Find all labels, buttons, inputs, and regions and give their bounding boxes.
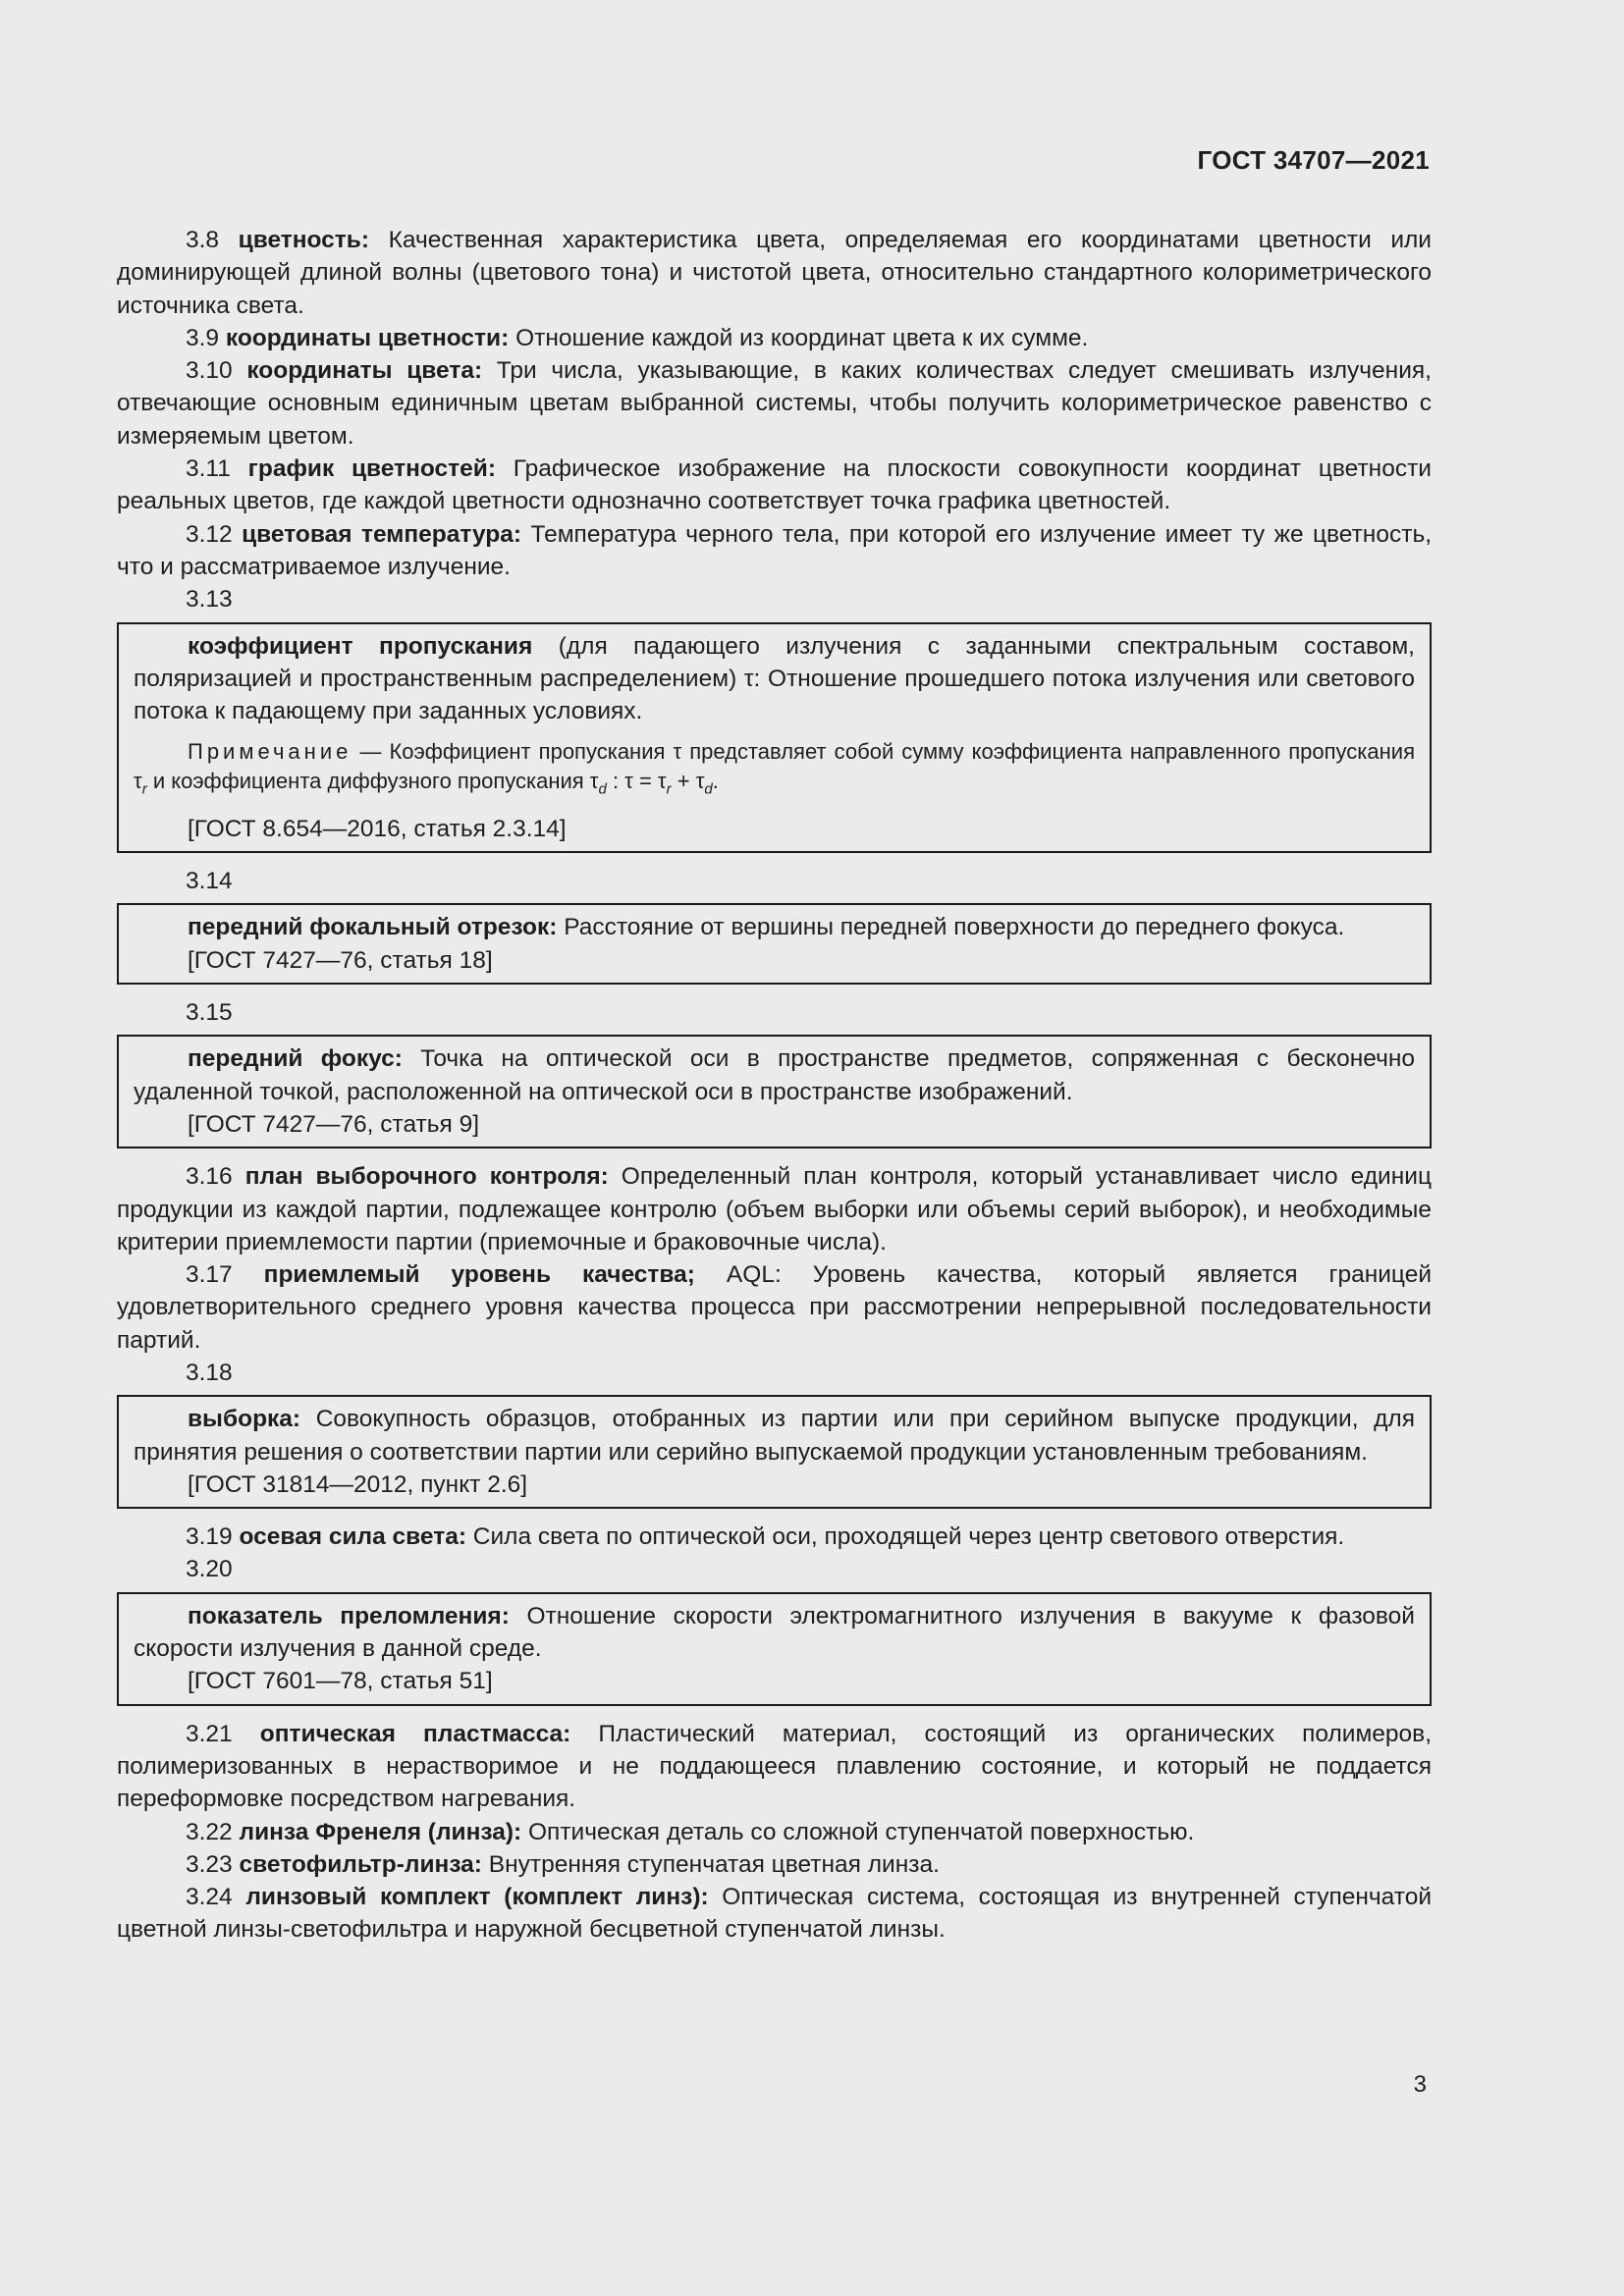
term-definition: Внутренняя ступенчатая цветная линза. bbox=[481, 1850, 940, 1878]
term-definition: Сила света по оптической оси, проходящей через центр светового отверстия. bbox=[466, 1523, 1345, 1551]
clause-3-10 bbox=[117, 354, 1432, 453]
term-definition: Три числа, указывающие, в каких количествах следует смешивать излучения, отвечающие основным единичным цветам выбранной системы, чтобы получить колориметрическое равенство с измеряемым цветом. bbox=[117, 357, 1432, 450]
definition-box-3-20 bbox=[117, 1592, 1432, 1706]
term-definition: Качественная характеристика цвета, определяемая его координатами цветности или доминирующей длиной волны (цветового тона) и чистотой цвета, относительно стандартного колориметрического источника света. bbox=[117, 227, 1432, 319]
box-definition bbox=[134, 630, 1415, 728]
note-text: — Коэффициент пропускания τ представляет собой сумму коэффициента направленного пропускания τ bbox=[134, 739, 1415, 794]
clause-number: 3.12 bbox=[186, 520, 243, 548]
clause-number-3-20: 3.20 bbox=[186, 1556, 233, 1583]
clause-3-24 bbox=[117, 1881, 1432, 1947]
subscript: d bbox=[598, 780, 607, 798]
term-name: линзовый комплект (комплект линз): bbox=[245, 1884, 709, 1911]
source-reference: [ГОСТ 8.654—2016, статья 2.3.14] bbox=[188, 815, 567, 842]
term-definition: Отношение каждой из координат цвета к их сумме. bbox=[509, 324, 1089, 351]
definition-box-3-14 bbox=[117, 903, 1432, 985]
term-name: коэффициент пропускания bbox=[188, 632, 533, 660]
clause-number: 3.23 bbox=[186, 1850, 240, 1878]
subscript: r bbox=[141, 780, 147, 798]
clause-number: 3.11 bbox=[186, 455, 248, 483]
subscript: r bbox=[666, 780, 672, 798]
standard-designation: ГОСТ 34707—2021 bbox=[1197, 145, 1430, 175]
term-name: цветовая температура: bbox=[242, 520, 522, 548]
definition-box-3-13 bbox=[117, 622, 1432, 854]
term-name: оптическая пластмасса: bbox=[259, 1720, 571, 1747]
clause-number: 3.17 bbox=[186, 1261, 264, 1289]
clause-number-3-18: 3.18 bbox=[186, 1360, 233, 1386]
clause-number: 3.21 bbox=[186, 1720, 260, 1747]
source-reference: [ГОСТ 7427—76, статья 9] bbox=[188, 1110, 480, 1138]
clause-3-9 bbox=[117, 322, 1432, 354]
box-definition bbox=[134, 1042, 1415, 1108]
clause-number: 3.9 bbox=[186, 324, 226, 351]
term-definition: Температура черного тела, при которой его излучение имеет ту же цветность, что и рассматриваемое излучение. bbox=[117, 520, 1433, 580]
term-name: выборка: bbox=[188, 1406, 301, 1433]
term-name: осевая сила света: bbox=[239, 1523, 466, 1551]
note-text: . bbox=[712, 769, 719, 794]
term-definition: Пластический материал, состоящий из органических полимеров, полимеризованных в нерастворимое и не поддающееся плавлению состояние, и который не поддается переформовке посредством нагревания. bbox=[117, 1720, 1432, 1813]
clause-number-3-13: 3.13 bbox=[186, 586, 233, 614]
term-name: приемлемый уровень качества; bbox=[263, 1261, 695, 1289]
term-definition: Точка на оптической оси в пространстве предметов, сопряженная с бесконечно удаленной точкой, расположенной на оптической оси в пространстве изображений. bbox=[134, 1045, 1416, 1105]
clause-3-16 bbox=[117, 1160, 1432, 1258]
clause-3-21 bbox=[117, 1718, 1432, 1816]
term-name: цветность: bbox=[238, 227, 370, 253]
clause-3-22 bbox=[117, 1816, 1432, 1848]
term-name: передний фокальный отрезок: bbox=[188, 914, 558, 941]
term-definition: Отношение скорости электромагнитного излучения в вакууме к фазовой скорости излучения в данной среде. bbox=[134, 1602, 1415, 1663]
term-definition: Оптическая система, состоящая из внутренней ступенчатой цветной линзы-светофильтра и наружной бесцветной ступенчатой линзы. bbox=[117, 1884, 1432, 1944]
term-definition: Оптическая деталь со сложной ступенчатой поверхностью. bbox=[521, 1818, 1195, 1845]
clause-number: 3.16 bbox=[186, 1163, 245, 1191]
note-text: + τ bbox=[671, 769, 705, 794]
clause-number: 3.10 bbox=[186, 357, 247, 385]
clause-3-19 bbox=[117, 1521, 1432, 1553]
clause-number: 3.19 bbox=[186, 1523, 240, 1551]
term-definition: (для падающего излучения с заданными спектральным составом, поляризацией и пространственным распределением) τ: Отношение прошедшего потока излучения или светового потока к падающему при заданных условиях. bbox=[134, 632, 1415, 725]
clause-3-12 bbox=[117, 518, 1432, 584]
term-name: светофильтр-линза: bbox=[239, 1850, 482, 1878]
clause-3-23 bbox=[117, 1848, 1432, 1881]
note bbox=[134, 737, 1415, 804]
clause-number: 3.8 bbox=[186, 227, 239, 253]
note-text: : τ = τ bbox=[606, 769, 667, 794]
terms-section bbox=[117, 224, 1432, 1947]
definition-box-3-15 bbox=[117, 1035, 1432, 1148]
term-name: показатель преломления: bbox=[188, 1602, 510, 1629]
term-definition: Расстояние от вершины передней поверхности до переднего фокуса. bbox=[557, 914, 1345, 941]
clause-3-17 bbox=[117, 1258, 1432, 1357]
term-name: линза Френеля (линза): bbox=[239, 1818, 522, 1845]
clause-3-11 bbox=[117, 453, 1432, 518]
page-number: 3 bbox=[1413, 2071, 1427, 2098]
clause-number-3-14: 3.14 bbox=[186, 868, 233, 895]
box-definition bbox=[134, 1403, 1415, 1468]
term-name: координаты цвета: bbox=[246, 357, 483, 385]
note-label: Примечание bbox=[188, 739, 352, 765]
note-text: и коэффициента диффузного пропускания τ bbox=[146, 769, 599, 794]
term-name: план выборочного контроля: bbox=[244, 1163, 609, 1191]
definition-box-3-18 bbox=[117, 1395, 1432, 1509]
term-definition: AQL: Уровень качества, который является границей удовлетворительного среднего уровня качества процесса при рассмотрении непрерывной последовательности партий. bbox=[117, 1261, 1433, 1354]
source-reference: [ГОСТ 7427—76, статья 18] bbox=[188, 946, 493, 974]
subscript: d bbox=[704, 780, 713, 798]
term-definition: Совокупность образцов, отобранных из партии или при серийном выпуске продукции, для принятия решения о соответствии партии или серийно выпускаемой продукции установленным требованиям. bbox=[134, 1406, 1415, 1466]
term-definition: Графическое изображение на плоскости совокупности координат цветности реальных цветов, где каждой цветности однозначно соответствует точка графика цветностей. bbox=[117, 455, 1432, 515]
term-definition: Определенный план контроля, который устанавливает число единиц продукции из каждой партии, подлежащее контролю (объем выборки или объемы серий выборок), и необходимые критерии приемлемости партии (приемочные и браковочные числа). bbox=[117, 1163, 1432, 1255]
clause-number-3-15: 3.15 bbox=[186, 999, 233, 1027]
term-name: график цветностей: bbox=[247, 455, 497, 483]
source-reference: [ГОСТ 31814—2012, пункт 2.6] bbox=[188, 1470, 528, 1498]
clause-3-8 bbox=[117, 224, 1432, 322]
box-definition bbox=[134, 911, 1415, 943]
clause-number: 3.22 bbox=[186, 1818, 240, 1845]
source-reference: [ГОСТ 7601—78, статья 51] bbox=[188, 1668, 493, 1695]
term-name: передний фокус: bbox=[188, 1045, 403, 1073]
box-definition bbox=[134, 1600, 1415, 1666]
term-name: координаты цветности: bbox=[225, 324, 510, 351]
clause-number: 3.24 bbox=[186, 1884, 246, 1911]
